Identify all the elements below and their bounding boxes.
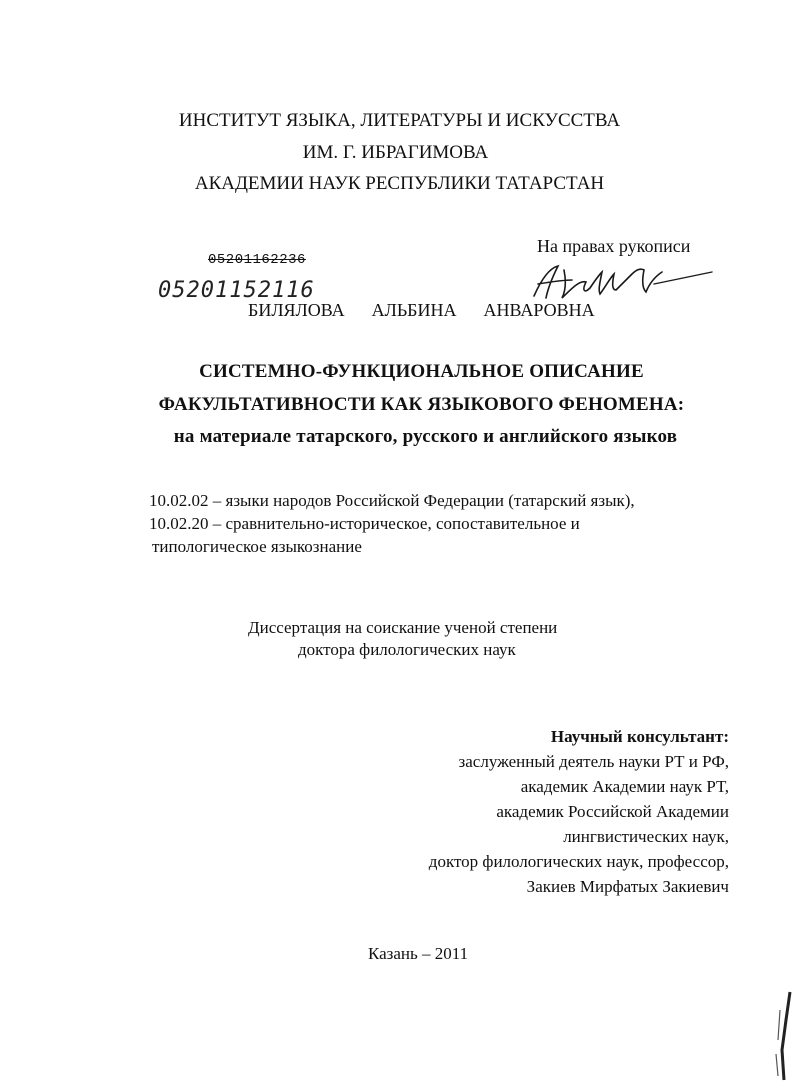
consultant-line-2: академик Академии наук РТ, xyxy=(520,777,729,796)
rights-note: На правах рукописи xyxy=(537,236,691,256)
author-surname: БИЛЯЛОВА xyxy=(248,300,345,320)
author-name xyxy=(248,300,595,321)
dissertation-line-1: Диссертация на соискание ученой степени xyxy=(248,618,558,637)
consultant-line-5: доктор филологических наук, профессор, xyxy=(428,852,729,871)
consultant-block xyxy=(429,724,729,899)
title-line-3: на материале татарского, русского и английского языков xyxy=(173,426,678,447)
institute-line-3: АКАДЕМИИ НАУК РЕСПУБЛИКИ ТАТАРСТАН xyxy=(194,173,605,194)
consultant-name: Закиев Мирфатых Закиевич xyxy=(526,877,729,896)
consultant-line-1: заслуженный деятель науки РТ и РФ, xyxy=(458,752,729,771)
institute-line-2: ИМ. Г. ИБРАГИМОВА xyxy=(302,142,489,163)
title-line-1: СИСТЕМНО-ФУНКЦИОНАЛЬНОЕ ОПИСАНИЕ xyxy=(199,361,644,382)
specialty-line-1: 10.02.02 – языки народов Российской Федерации (татарский язык), xyxy=(149,491,635,510)
author-patronymic: АНВАРОВНА xyxy=(483,300,595,320)
author-first-name: АЛЬБИНА xyxy=(371,300,457,320)
registry-new-number: 05201152116 xyxy=(158,278,315,303)
place-year: Казань – 2011 xyxy=(368,944,469,963)
title-line-2: ФАКУЛЬТАТИВНОСТИ КАК ЯЗЫКОВОГО ФЕНОМЕНА: xyxy=(158,394,685,415)
consultant-line-3: академик Российской Академии xyxy=(496,802,729,821)
registry-old-number: 05201162236 xyxy=(208,252,306,268)
consultant-heading: Научный консультант: xyxy=(550,727,729,746)
consultant-line-4: лингвистических наук, xyxy=(563,827,729,846)
specialty-line-2: 10.02.20 – сравнительно-историческое, сопоставительное и xyxy=(149,514,580,533)
specialty-line-3: типологическое языкознание xyxy=(152,537,362,556)
institute-line-1: ИНСТИТУТ ЯЗЫКА, ЛИТЕРАТУРЫ И ИСКУССТВА xyxy=(178,110,621,131)
scan-edge-mark xyxy=(768,990,798,1082)
signature-image xyxy=(528,258,714,306)
dissertation-line-2: доктора филологических наук xyxy=(298,640,516,659)
